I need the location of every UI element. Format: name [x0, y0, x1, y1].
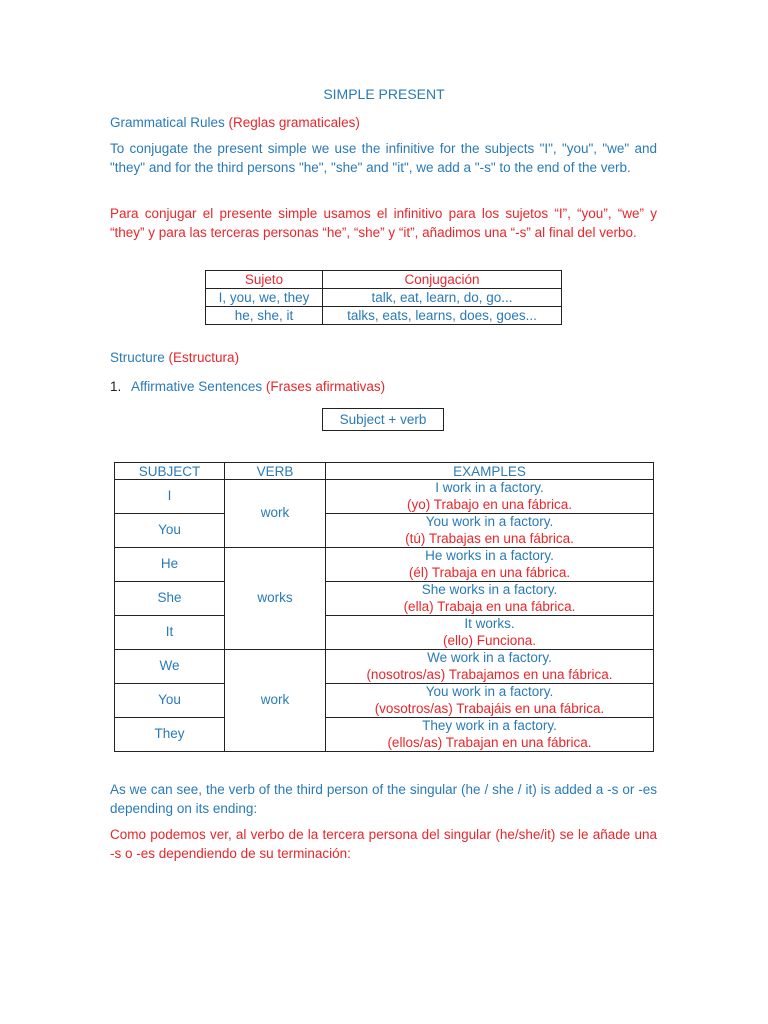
- table-row: [206, 307, 562, 325]
- examples-table-header: [115, 463, 654, 480]
- example-en: You work in a factory.: [425, 514, 554, 529]
- table-row: [115, 684, 654, 718]
- example-es: (él) Trabaja en una fábrica.: [408, 564, 571, 580]
- example-es: (ello) Funciona.: [442, 632, 537, 648]
- subject-cell: They: [115, 718, 225, 752]
- conjugation-table-header: [206, 271, 562, 289]
- example-cell: [326, 684, 654, 718]
- example-es: (ella) Trabaja en una fábrica.: [403, 598, 576, 614]
- structure-heading: [110, 350, 239, 365]
- rules-heading-es: (Reglas gramaticales): [228, 115, 360, 130]
- table-cell: I, you, we, they: [206, 289, 323, 307]
- example-cell: [326, 616, 654, 650]
- header-cell: SUBJECT: [115, 463, 225, 480]
- formula-box: Subject + verb: [322, 408, 444, 431]
- example-en: You work in a factory.: [425, 684, 554, 699]
- verb-cell: work: [225, 480, 326, 548]
- rules-heading-en: Grammatical Rules: [110, 115, 225, 130]
- example-en: She works in a factory.: [421, 582, 558, 597]
- table-cell: talks, eats, learns, does, goes...: [323, 307, 562, 325]
- example-es: (yo) Trabajo en una fábrica.: [406, 496, 573, 512]
- example-en: He works in a factory.: [425, 548, 554, 563]
- conclusion-paragraph-en: As we can see, the verb of the third person of the singular (he / she / it) is added a -s or -es depending on its ending:: [110, 782, 657, 816]
- rules-paragraph-es: Para conjugar el presente simple usamos el infinitivo para los sujetos “I”, “you”, “we” y “they” y para las terceras personas “he”, “she” y “it”, añadimos una “-s” al final del verbo.: [110, 206, 657, 240]
- table-row: [115, 548, 654, 582]
- example-cell: [326, 514, 654, 548]
- example-es: (vosotros/as) Trabajáis en una fábrica.: [374, 700, 605, 716]
- example-cell: [326, 582, 654, 616]
- table-row: [115, 718, 654, 752]
- list-item: [110, 379, 385, 394]
- header-cell: VERB: [225, 463, 326, 480]
- structure-heading-es: (Estructura): [168, 350, 240, 365]
- example-cell: [326, 650, 654, 684]
- example-es: (nosotros/as) Trabajamos en una fábrica.: [366, 666, 613, 682]
- example-en: They work in a factory.: [422, 718, 557, 733]
- example-cell: [326, 718, 654, 752]
- verb-cell: work: [225, 650, 326, 752]
- subject-cell: He: [115, 548, 225, 582]
- table-cell: he, she, it: [206, 307, 323, 325]
- subject-cell: You: [115, 514, 225, 548]
- example-cell: [326, 548, 654, 582]
- subject-cell: She: [115, 582, 225, 616]
- example-cell: [326, 480, 654, 514]
- conjugation-table: [205, 270, 562, 325]
- structure-heading-en: Structure: [110, 350, 165, 365]
- table-row: [115, 650, 654, 684]
- rules-heading: [110, 115, 360, 130]
- subject-cell: You: [115, 684, 225, 718]
- table-row: [115, 616, 654, 650]
- rules-paragraph-en: To conjugate the present simple we use the infinitive for the subjects "I", "you", "we" and "they" and for the third persons "he", "she" and "it", we add a "-s" to the end of the verb.: [110, 141, 657, 175]
- list-item-es: (Frases afirmativas): [265, 379, 386, 394]
- header-cell: Conjugación: [323, 271, 562, 289]
- table-cell: talk, eat, learn, do, go...: [323, 289, 562, 307]
- conclusion-paragraph-es: Como podemos ver, al verbo de la tercera persona del singular (he/she/it) se le añade una -s o -es dependiendo de su terminación:: [110, 827, 657, 861]
- example-es: (ellos/as) Trabajan en una fábrica.: [387, 734, 592, 750]
- table-row: [115, 514, 654, 548]
- table-row: [115, 582, 654, 616]
- table-row: [115, 480, 654, 514]
- header-cell: Sujeto: [206, 271, 323, 289]
- header-cell: EXAMPLES: [326, 463, 654, 480]
- example-en: We work in a factory.: [427, 650, 552, 665]
- list-item-en: Affirmative Sentences: [131, 379, 263, 394]
- example-es: (tú) Trabajas en una fábrica.: [405, 530, 574, 546]
- page-title: SIMPLE PRESENT: [323, 86, 445, 102]
- example-en: I work in a factory.: [435, 480, 544, 495]
- verb-cell: works: [225, 548, 326, 650]
- subject-cell: I: [115, 480, 225, 514]
- list-number: 1.: [110, 379, 122, 394]
- example-en: It works.: [464, 616, 515, 631]
- examples-table: [114, 462, 654, 752]
- table-row: [206, 289, 562, 307]
- subject-cell: It: [115, 616, 225, 650]
- subject-cell: We: [115, 650, 225, 684]
